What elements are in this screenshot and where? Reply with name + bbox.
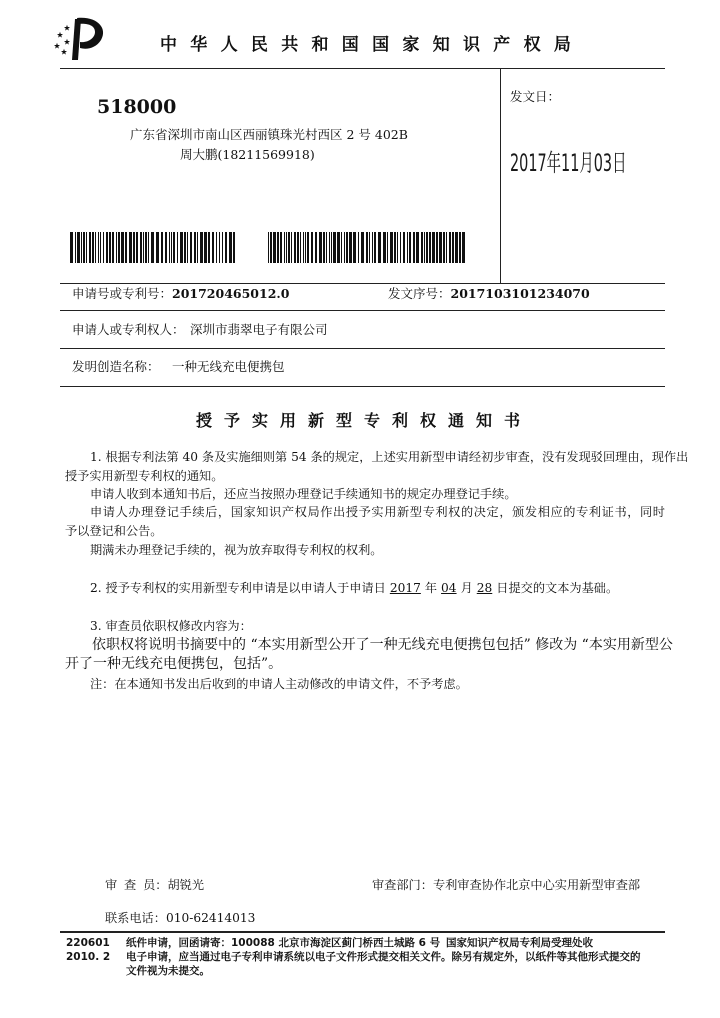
- mail-notice: 纸件申请，回函请寄：100088 北京市海淀区蓟门桥西土城路 6 号: [126, 937, 441, 949]
- filing-day: 28: [476, 581, 493, 595]
- emblem-star: [64, 39, 70, 45]
- invention-title-label: 发明创造名称：: [72, 359, 160, 374]
- body-line: 予以登记和公告。: [65, 524, 163, 538]
- serial-number-row: [388, 286, 590, 302]
- applicant-label: 申请人或专利权人：: [72, 322, 185, 337]
- row-divider: [60, 310, 665, 311]
- form-code: 220601: [66, 937, 110, 949]
- issue-date-label: 发文日：: [510, 89, 561, 104]
- examiner-label: 审 查 员：: [105, 878, 168, 892]
- filing-basis-line: [90, 580, 618, 596]
- body-line: 注：在本通知书发出后收到的申请人主动修改的申请文件，不予考虑。: [90, 677, 468, 691]
- sipo-emblem-icon: [50, 16, 108, 62]
- recipient-postcode: 518000: [97, 96, 177, 118]
- filing-basis-prefix: 2. 授予专利权的实用新型专利申请是以申请人于申请日: [90, 581, 386, 595]
- emblem-stem: [72, 19, 81, 60]
- row-divider: [60, 386, 665, 387]
- barcode-icon: [70, 232, 235, 263]
- issue-date-value: 2017年11月03日: [510, 149, 627, 177]
- filing-basis-suffix: 日提交的文本为基础。: [496, 581, 619, 595]
- body-line: 1. 根据专利法第 40 条及实施细则第 54 条的规定，上述实用新型申请经初步审查，没有发现驳回理由，现作出: [90, 450, 689, 464]
- filing-month: 04: [441, 581, 457, 595]
- applicant-name: 深圳市翡翠电子有限公司: [190, 322, 328, 337]
- serial-number-label: 发文序号：: [388, 286, 451, 301]
- department-label: 审查部门：: [372, 878, 433, 892]
- row-divider: [60, 283, 665, 284]
- application-number-row: [72, 286, 289, 302]
- agency-name: 中华人民共和国国家知识产权局: [160, 35, 585, 55]
- header-divider: [60, 68, 665, 69]
- examiner-name: 胡锐光: [167, 878, 205, 892]
- row-divider: [60, 348, 665, 349]
- body-line: 申请人收到本通知书后，还应当按照办理登记手续通知书的规定办理登记手续。: [90, 487, 517, 501]
- application-number-label: 申请号或专利号：: [72, 286, 173, 301]
- emblem-stripe: [81, 32, 86, 37]
- emblem-star: [61, 49, 67, 55]
- form-version: 2010. 2: [66, 951, 111, 963]
- recipient-address: 广东省深圳市南山区西丽镇珠光村西区 2 号 402B: [130, 127, 408, 142]
- notice-title: 授予实用新型专利权通知书: [196, 411, 533, 430]
- date-column-divider: [500, 68, 501, 283]
- body-line: 授予实用新型专利权的通知。: [65, 469, 224, 483]
- barcode-bars: [268, 232, 465, 263]
- electronic-notice-line: 电子申请，应当通过电子专利申请系统以电子文件形式提交相关文件。除另有规定外，以纸件等其他形式提交的: [126, 951, 641, 963]
- phone-label: 联系电话：: [105, 911, 166, 925]
- electronic-notice-line: 文件视为未提交。: [126, 965, 210, 977]
- filing-year-unit: 年: [424, 581, 438, 595]
- examiner-row: [105, 877, 204, 893]
- invention-title: 一种无线充电便携包: [172, 359, 285, 374]
- body-line: 申请人办理登记手续后，国家知识产权局作出授予实用新型专利权的决定，颁发相应的专利证书，同时: [90, 505, 665, 519]
- serial-number: 2017103101234070: [450, 286, 590, 301]
- mail-recipient: 国家知识产权局专利局受理处收: [446, 937, 593, 949]
- department-name: 专利审查协作北京中心实用新型审查部: [432, 878, 641, 892]
- footer-divider: [60, 931, 665, 933]
- barcode-icon: [268, 232, 465, 263]
- emblem-star: [64, 25, 70, 31]
- body-line: 开了一种无线充电便携包，包括”。: [65, 656, 283, 672]
- filing-month-unit: 月: [460, 581, 473, 595]
- emblem-star: [54, 43, 60, 49]
- filing-year: 2017: [389, 581, 421, 595]
- body-line: 3. 审查员依职权修改内容为：: [90, 619, 252, 633]
- phone-number: 010-62414013: [165, 911, 256, 925]
- body-line: 期满未办理登记手续的，视为放弃取得专利权的权利。: [90, 543, 383, 557]
- department-row: [372, 877, 640, 893]
- barcode-bars: [70, 232, 235, 263]
- emblem-star: [57, 32, 63, 38]
- application-number: 201720465012.0: [172, 286, 290, 301]
- phone-row: [105, 910, 255, 926]
- recipient-contact: 周大鹏(18211569918): [180, 147, 315, 162]
- body-line: 依职权将说明书摘要中的 “本实用新型公开了一种无线充电便携包包括” 修改为 “本实用新型公: [92, 637, 673, 653]
